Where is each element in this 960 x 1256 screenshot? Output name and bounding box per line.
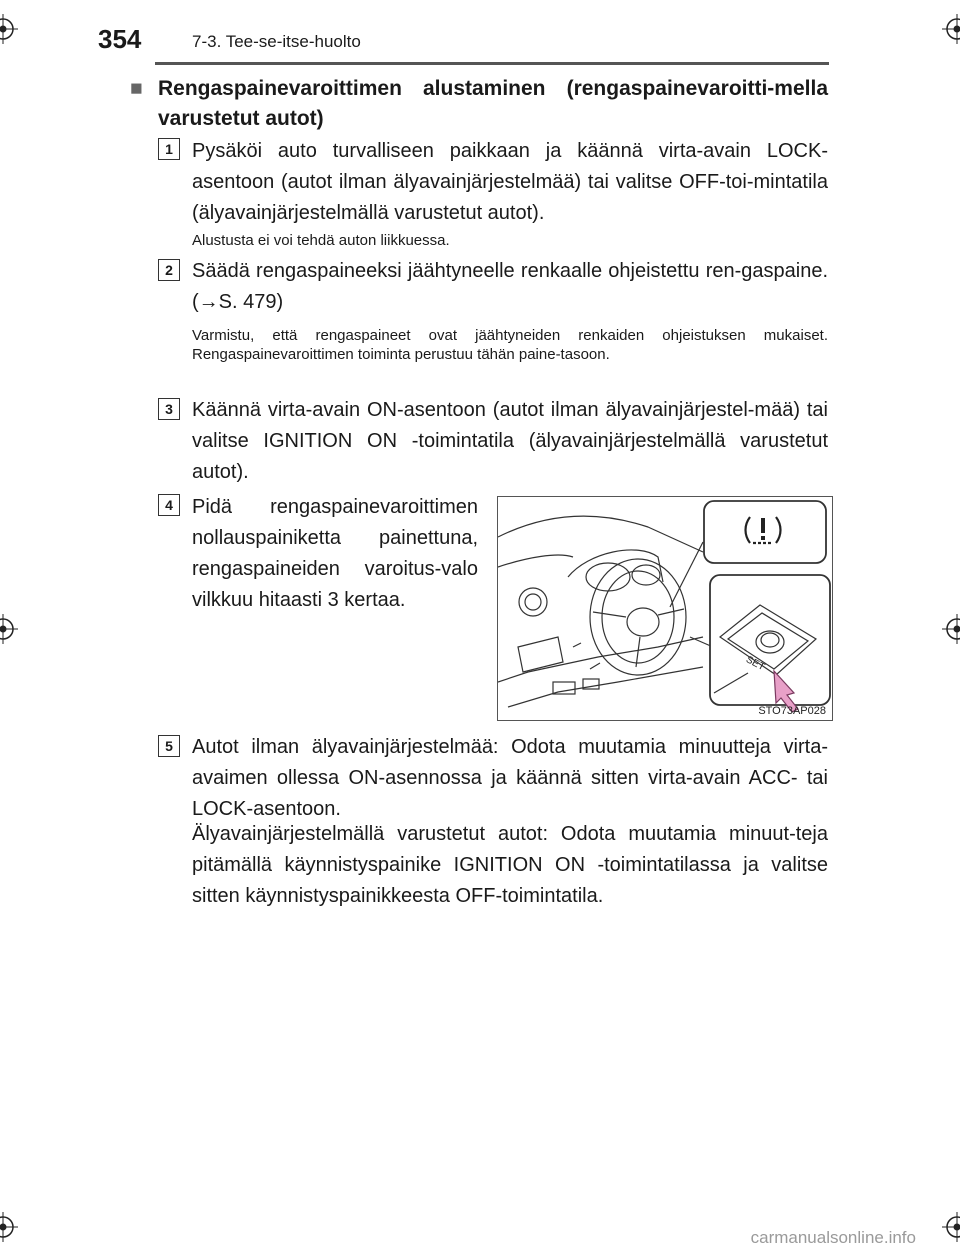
step-1-note: Alustusta ei voi tehdä auton liikkuessa. (192, 232, 450, 249)
step-number-badge: 2 (158, 259, 180, 281)
registration-mark-icon (942, 614, 960, 644)
dashboard-drawing (498, 497, 833, 721)
registration-mark-icon (942, 1212, 960, 1242)
registration-mark-icon (0, 1212, 18, 1242)
step-5-text: Autot ilman älyavainjärjestelmää: Odota muutamia minuutteja virta-avaimen ollessa ON-asennossa ja käännä sitten virta-avain ACC- tai LOCK-asentoon. (192, 736, 828, 820)
step-4-text: Pidä rengaspainevaroittimen nollauspainiketta painettuna, rengaspaineiden varoitus-valo vilkkuu hitaasti 3 kertaa. (192, 496, 478, 611)
registration-mark-icon (0, 614, 18, 644)
step-number-badge: 5 (158, 735, 180, 757)
step-number-badge: 4 (158, 494, 180, 516)
section-title (130, 74, 828, 134)
set-button-label: SET (744, 654, 767, 674)
step-number-badge: 3 (158, 398, 180, 420)
section-header: 7-3. Tee-se-itse-huolto (192, 32, 361, 51)
section-title-text: Rengaspainevaroittimen alustaminen (rengaspainevaroitti-mella varustetut autot) (158, 77, 828, 130)
registration-mark-icon (0, 14, 18, 44)
step-number-badge: 1 (158, 138, 180, 160)
step-2-text: Säädä rengaspaineeksi jäähtyneelle renkaalle ohjeistettu ren-gaspaine. (→S. 479) (192, 260, 828, 313)
step-1-text: Pysäköi auto turvalliseen paikkaan ja käännä virta-avain LOCK-asentoon (autot ilman älyavainjärjestelmää) tai valitse OFF-toi-mintatila (älyavainjärjestelmällä varustetut autot). (192, 140, 828, 224)
footer-watermark: carmanualsonline.info (750, 1228, 916, 1247)
square-bullet-icon: ■ (130, 77, 143, 100)
step-5-text-2: Älyavainjärjestelmällä varustetut autot: Odota muutamia minuut-teja pitämällä käynnistyspainike IGNITION ON -toimintatilassa ja valitse sitten käynnistyspainikkeesta OFF-toimintatila. (192, 823, 828, 907)
reset-button-illustration (497, 496, 833, 721)
step-3-text: Käännä virta-avain ON-asentoon (autot ilman älyavainjärjestel-mää) tai valitse IGNITION ON -toimintatila (älyavainjärjestelmällä varustetut autot). (192, 399, 828, 483)
registration-mark-icon (942, 14, 960, 44)
step-2-note: Varmistu, että rengaspaineet ovat jäähtyneiden renkaiden ohjeistuksen mukaiset. Rengaspainevaroittimen toiminta perustuu tähän paine-tasoon. (192, 327, 828, 363)
figure-code: STO73AP028 (758, 705, 826, 717)
header-rule (155, 62, 829, 65)
page-number: 354 (98, 24, 142, 54)
